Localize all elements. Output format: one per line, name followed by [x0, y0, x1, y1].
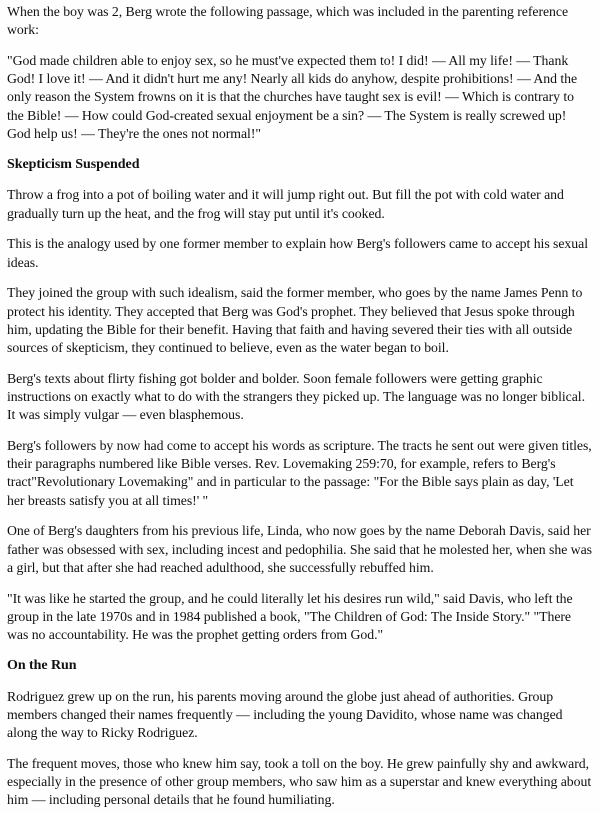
paragraph-intro: When the boy was 2, Berg wrote the following passage, which was included in the parenting reference work:: [7, 4, 569, 38]
paragraph-frog-analogy: Throw a frog into a pot of boiling water and it will jump right out. But fill the pot with cold water and gradually turn up the heat, and the frog will stay put until it's cooked.: [7, 187, 564, 221]
heading-on-the-run: On the Run: [7, 657, 77, 673]
paragraph-flirty-fishing: Berg's texts about flirty fishing got bolder and bolder. Soon female followers were getting graphic instructions on exactly what to do with the strangers they picked up. The language was no longer biblical. It was simply vulgar — even blasphemous.: [7, 370, 585, 423]
paragraph-davis-quote: "It was like he started the group, and he could literally let his desires run wild," said Davis, who left the group in the late 1970s and in 1984 published a book, "The Children of God: The Inside Story." "There was no accountability. He was the prophet getting orders from God.": [7, 590, 573, 643]
paragraph-scripture: Berg's followers by now had come to accept his words as scripture. The tracts he sent out were given titles, their paragraphs numbered like Bible verses. Rev. Lovemaking 259:70, for example, refers to Berg's tract"Revolutionary Lovemaking" and in particular to the passage: "For the Bible says plain as day, 'Let her breasts satisfy you at all times!' ": [7, 438, 592, 508]
paragraph-analogy-explanation: This is the analogy used by one former member to explain how Berg's followers came to accept his sexual ideas.: [7, 236, 588, 270]
paragraph-deborah-davis: One of Berg's daughters from his previous life, Linda, who now goes by the name Deborah Davis, said her father was obsessed with sex, including incest and pedophilia. She said that he molested her, when she was a girl, but that after she had reached adulthood, she successfully rebuffed him.: [7, 523, 592, 575]
paragraph-frequent-moves: The frequent moves, those who knew him say, took a toll on the boy. He grew painfully shy and awkward, especially in the presence of other group members, who saw him as a superstar and knew everything about him — including personal details that he found humiliating.: [7, 755, 592, 808]
heading-skepticism-suspended: Skepticism Suspended: [7, 156, 140, 172]
paragraph-james-penn: They joined the group with such idealism, said the former member, who goes by the name James Penn to protect his identity. They accepted that Berg was God's prophet. They believed that Jesus spoke through him, updating the Bible for their benefit. Having that faith and having severed their ties with all outside sources of skepticism, they continued to believe, even as the water began to boil.: [7, 285, 583, 356]
paragraph-rodriguez-run: Rodriguez grew up on the run, his parents moving around the globe just ahead of authorities. Group members changed their names frequently — including the young Davidito, whose name was changed along the way to Ricky Rodriguez.: [7, 688, 563, 741]
paragraph-berg-quote: "God made children able to enjoy sex, so he must've expected them to! I did! — All my life! — Thank God! I love it! — And it didn't hurt me any! Nearly all kids do anyhow, despite prohibitions! — And the only reason the System frowns on it is that the churches have taught sex is evil! — Which is contrary to the Bible! — How could God-created sexual enjoyment be a sin? — The System is really screwed up! God help us! — They're the ones not normal!": [7, 53, 578, 141]
